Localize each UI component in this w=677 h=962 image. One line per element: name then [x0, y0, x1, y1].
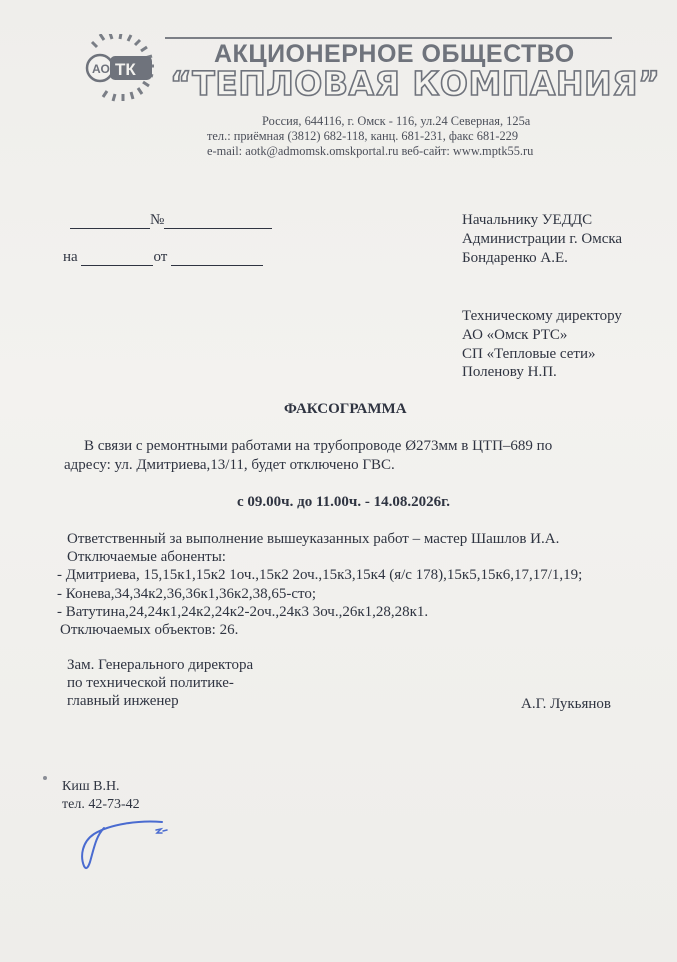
body-paragraph-line-1: В связи с ремонтными работами на трубопроводе Ø273мм в ЦТП–689 по [84, 438, 553, 454]
org-name: “ТЕПЛОВАЯ КОМПАНИЯ” [170, 64, 661, 103]
ref-number-blank-2 [164, 214, 272, 229]
on-blank [81, 251, 153, 266]
contact-line: e-mail: aotk@admomsk.omskportal.ru веб-сайт: www.mptk55.ru [207, 144, 534, 158]
responsible-person: Ответственный за выполнение вышеуказанных работ – мастер Шашлов И.А. [67, 531, 560, 547]
ref-number-blank [70, 214, 150, 229]
phone-line: тел.: приёмная (3812) 682-118, канц. 681-231, факс 681-229 [207, 129, 519, 143]
executor-name: Киш В.Н. [62, 779, 120, 794]
on-label: на [63, 249, 78, 265]
signatory-position-line-1: Зам. Генерального директора [67, 657, 254, 673]
recipient-2-line-4: Поленову Н.П. [462, 364, 557, 380]
document-title: ФАКСОГРАММА [284, 401, 407, 417]
subscribers-label: Отключаемые абоненты: [67, 549, 226, 565]
signatory-name: А.Г. Лукьянов [521, 696, 611, 712]
svg-text:АО: АО [92, 62, 110, 76]
from-label: от [153, 249, 168, 265]
subscribers-list-item: - Конева,34,34к2,36,36к1,36к2,38,65-сто; [57, 586, 317, 602]
number-sign: № [150, 212, 165, 228]
recipient-1-line-1: Начальнику УЕДДС [462, 212, 593, 228]
recipient-1-line-3: Бондаренко А.Е. [462, 250, 568, 266]
bullet-dot [43, 776, 47, 780]
recipient-2-line-1: Техническому директору [462, 308, 622, 324]
ref-number-row [70, 212, 272, 229]
address-line: Россия, 644116, г. Омск - 116, ул.24 Северная, 125а [262, 114, 531, 128]
from-blank [171, 251, 263, 266]
signatory-position-line-2: по технической политике- [67, 675, 234, 691]
header-rule [165, 37, 612, 39]
company-logo [70, 34, 158, 104]
ref-date-row [63, 249, 263, 266]
recipient-1-line-2: Администрации г. Омска [462, 231, 623, 247]
body-paragraph-line-2: адресу: ул. Дмитриева,13/11, будет отключено ГВС. [64, 457, 395, 473]
outage-schedule: с 09.00ч. до 11.00ч. - 14.08.2026г. [237, 494, 450, 510]
subscribers-list-item: - Ватутина,24,24к1,24к2,24к2-2оч.,24к3 3оч.,26к1,28,28к1. [57, 604, 429, 620]
recipient-2-line-2: АО «Омск РТС» [462, 327, 568, 343]
signatory-position-line-3: главный инженер [67, 693, 179, 709]
executor-phone: тел. 42-73-42 [62, 797, 140, 812]
subscribers-list-item: - Дмитриева, 15,15к1,15к2 1оч.,15к2 2оч.,15к3,15к4 (я/с 178),15к5,15к6,17,17/1,19; [57, 567, 583, 583]
org-type: АКЦИОНЕРНОЕ ОБЩЕСТВО [214, 40, 575, 68]
recipient-2-line-3: СП «Тепловые сети» [462, 346, 596, 362]
objects-count: Отключаемых объектов: 26. [60, 622, 239, 638]
handwritten-signature [80, 818, 180, 873]
svg-text:ТК: ТК [115, 60, 136, 79]
